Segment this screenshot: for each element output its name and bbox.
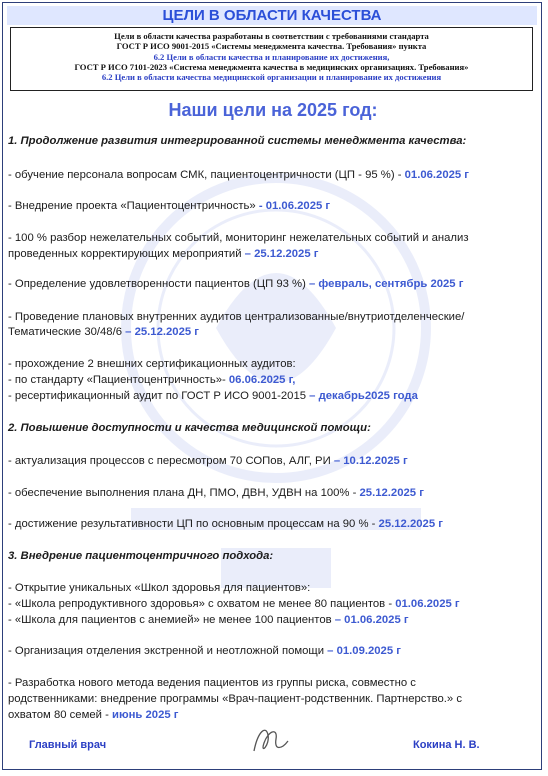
goal-date: – 01.06.2025 г [331,614,409,626]
goal-date: - 01.06.2025 г [255,200,331,212]
goal-item [8,168,469,183]
section-heading: 3. Внедрение пациентоцентричного подхода: [8,550,274,562]
goal-item [8,199,330,214]
standards-line: 6.2 Цели в области качества медицинской организации и планирование их достижения [101,72,442,83]
section-heading: 1. Продолжение развития интегрированной системы менеджмента качества: [8,135,467,147]
goal-date: 01.06.2025 г [392,598,460,610]
chief-doctor-label: Главный врач [29,739,107,751]
goal-text: родственниками: внедрение программы «Врач-пациент-родственник. Партнерство.» с [8,693,462,705]
goal-date: июнь 2025 г [108,709,179,721]
standards-line: Цели в области качества разработаны в соответствии с требованиями стандарта [114,31,429,41]
goal-text: проведенных корректирующих мероприятий [8,248,242,260]
signature-icon [248,721,292,761]
standards-line: 6.2 Цели в области качества и планирование их достижения, [153,51,390,62]
goal-text: - актуализация процессов с пересмотром 70 СОПов, АЛГ, РИ [8,455,331,467]
document-page [2,2,542,770]
goal-date: – 25.12.2025 г [241,248,319,260]
goal-date: – декабрь2025 года [306,390,418,402]
standards-box [10,27,533,91]
goal-date: 25.12.2025 г [375,518,443,530]
goal-date: 25.12.2025 г [356,487,424,499]
goal-item [8,597,460,612]
section-heading: 2. Повышение доступности и качества медицинской помощи: [8,422,371,434]
goal-item [8,613,409,628]
goal-item [8,708,178,723]
goal-text: - «Школа для пациентов с анемией» не менее 100 пациентов [8,614,332,626]
goal-item [8,454,408,469]
goal-text: - Определение удовлетворенности пациентов (ЦП 93 %) [8,278,306,290]
goal-item [8,517,443,532]
goal-text: - обеспечение выполнения плана ДН, ПМО, ДВН, УДВН на 100% - [8,487,357,499]
goal-text: - обучение персонала вопросам СМК, пациентоцентричности (ЦП - 95 %) - [8,169,405,181]
goal-text: - Разработка нового метода ведения пациентов из группы риска, совместно с [8,677,416,689]
standards-line: ГОСТ Р ИСО 7101-2023 «Система менеджмента качества в медицинских организациях. Требования» [74,61,469,72]
goal-text: - «Школа репродуктивного здоровья» с охватом не менее 80 пациентов - [8,598,393,610]
goal-item [8,644,401,659]
goal-date: – 10.12.2025 г [330,455,408,467]
goal-date: – 01.09.2025 г [324,645,401,657]
goal-date: 01.06.2025 г [404,169,470,181]
goal-item [8,389,418,404]
goal-text: - достижение результативности ЦП по основным процессам на 90 % - [8,518,376,530]
goal-text: - Организация отделения экстренной и неотложной помощи [8,645,325,657]
goal-date: 06.06.2025 г, [225,374,296,386]
goal-item [8,373,295,388]
goal-item [8,486,424,501]
goal-text: - по стандарту «Пациентоцентричность»- [8,374,226,386]
goal-text: - Проведение плановых внутренних аудитов централизованные/внутриотделенческие/ [8,311,465,323]
signatory-name: Кокина Н. В. [413,739,480,751]
goal-text: - 100 % разбор нежелательных событий, мониторинг нежелательных событий и анализ [8,232,469,244]
goal-text: - Внедрение проекта «Пациентоцентричность» [8,200,256,212]
goal-item [8,277,463,292]
goal-item [8,325,199,340]
goal-date: – 25.12.2025 г [122,326,199,338]
goal-date: – февраль, сентябрь 2025 г [305,278,464,290]
goal-text: - Открытие уникальных «Школ здоровья для пациентов»: [8,582,311,594]
goal-text: охватом 80 семей - [8,709,109,721]
goal-text: - ресертификационный аудит по ГОСТ Р ИСО 9001-2015 [8,390,307,402]
goal-text: - прохождение 2 внешних сертификационных аудитов: [8,358,296,370]
goal-item [8,247,318,262]
goal-text: Тематические 30/48/6 [8,326,123,338]
goals-subtitle: Наши цели на 2025 год: [168,100,378,120]
standards-line: ГОСТ Р ИСО 9001-2015 «Системы менеджмента качества. Требования» пункта [116,41,427,52]
page-title: ЦЕЛИ В ОБЛАСТИ КАЧЕСТВА [7,6,537,25]
